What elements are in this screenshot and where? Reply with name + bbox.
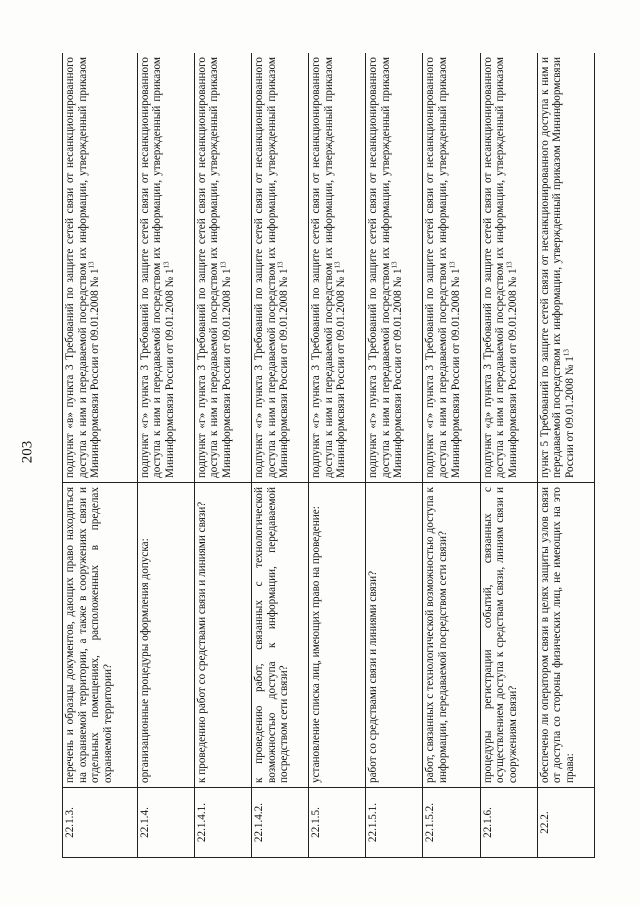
table-body — [63, 53, 595, 858]
item-number: 22.1.4. — [137, 788, 194, 858]
item-reference — [137, 53, 194, 483]
table-row — [480, 53, 537, 858]
item-number: 22.1.4.2. — [252, 788, 309, 858]
item-reference — [309, 53, 366, 483]
item-question: организационные процедуры оформления допуска: — [137, 483, 194, 788]
footnote-marker: 13 — [504, 261, 513, 269]
document-table-frame — [62, 53, 595, 858]
footnote-marker: 13 — [390, 261, 399, 269]
page-number: 203 — [19, 440, 36, 464]
item-number: 22.2. — [537, 788, 594, 858]
footnote-marker: 13 — [562, 349, 571, 357]
reference-text: подпункт «г» пункта 3 Требований по защите сетей связи от несанкционированного доступа к ним и передаваемой посредством их информации, утвержденный приказом Мининформсвязи России от 09.01.2008 № 1 — [138, 57, 176, 478]
reference-text: пункт 5 Требований по защите сетей связи от несанкционированного доступа к ним и передаваемой посредством их информации, утвержденный приказом Мининформсвязи России от 09.01.2008 № 1 — [538, 57, 576, 478]
item-question: процедуры регистрации событий, связанных с осуществлением доступа к средствам связи, линиям связи и сооружениям связи? — [480, 483, 537, 788]
table-row — [309, 53, 366, 858]
item-reference — [537, 53, 594, 483]
item-number: 22.1.5.1. — [366, 788, 423, 858]
footnote-marker: 13 — [87, 261, 96, 269]
item-number: 22.1.4.1. — [194, 788, 251, 858]
footnote-marker: 13 — [447, 261, 456, 269]
item-question: перечень и образцы документов, дающих право находиться на охраняемой территории, а также в сооружениях связи и отдельных помещениях, расположенных в пределах охраняемой территории? — [63, 483, 138, 788]
item-question: работ со средствами связи и линиями связи? — [366, 483, 423, 788]
footnote-marker: 13 — [162, 261, 171, 269]
rotated-table-container — [62, 53, 595, 858]
reference-text: подпункт «г» пункта 3 Требований по защите сетей связи от несанкционированного доступа к ним и передаваемой посредством их информации, утвержденный приказом Мининформсвязи России от 09.01.2008 № 1 — [367, 57, 405, 478]
item-reference — [194, 53, 251, 483]
item-question: обеспечено ли оператором связи в целях защиты узлов связи от доступа со стороны физических лиц, не имеющих на это права: — [537, 483, 594, 788]
table-row — [366, 53, 423, 858]
reference-text: подпункт «д» пункта 3 Требований по защите сетей связи от несанкционированного доступа к ним и передаваемой посредством их информации, утвержденный приказом Мининформсвязи России от 09.01.2008 № 1 — [481, 57, 519, 478]
item-reference — [63, 53, 138, 483]
table-row — [63, 53, 138, 858]
item-reference — [480, 53, 537, 483]
reference-text: подпункт «в» пункта 3 Требований по защите сетей связи от несанкционированного доступа к ним и передаваемой посредством их информации, утвержденный приказом Мининформсвязи России от 09.01.2008 № 1 — [64, 57, 102, 478]
item-question: к проведению работ, связанных с технологической возможностью доступа к информации, передаваемой посредством сети связи? — [252, 483, 309, 788]
reference-text: подпункт «г» пункта 3 Требований по защите сетей связи от несанкционированного доступа к ним и передаваемой посредством их информации, утвержденный приказом Мининформсвязи России от 09.01.2008 № 1 — [253, 57, 291, 478]
item-reference — [366, 53, 423, 483]
table-row — [537, 53, 594, 858]
item-reference — [423, 53, 480, 483]
item-question: к проведению работ со средствами связи и линиями связи? — [194, 483, 251, 788]
item-number: 22.1.3. — [63, 788, 138, 858]
reference-text: подпункт «г» пункта 3 Требований по защите сетей связи от несанкционированного доступа к ним и передаваемой посредством их информации, утвержденный приказом Мининформсвязи России от 09.01.2008 № 1 — [310, 57, 348, 478]
table-row — [252, 53, 309, 858]
footnote-marker: 13 — [276, 261, 285, 269]
table-row — [194, 53, 251, 858]
footnote-marker: 13 — [219, 261, 228, 269]
item-number: 22.1.5.2. — [423, 788, 480, 858]
reference-text: подпункт «г» пункта 3 Требований по защите сетей связи от несанкционированного доступа к ним и передаваемой посредством их информации, утвержденный приказом Мининформсвязи России от 09.01.2008 № 1 — [424, 57, 462, 478]
item-question: установление списка лиц, имеющих право на проведение: — [309, 483, 366, 788]
item-question: работ, связанных с технологической возможностью доступа к информации, передаваемой посредством сети связи? — [423, 483, 480, 788]
footnote-marker: 13 — [333, 261, 342, 269]
item-reference — [252, 53, 309, 483]
reference-text: подпункт «г» пункта 3 Требований по защите сетей связи от несанкционированного доступа к ним и передаваемой посредством их информации, утвержденный приказом Мининформсвязи России от 09.01.2008 № 1 — [195, 57, 234, 478]
item-number: 22.1.6. — [480, 788, 537, 858]
item-number: 22.1.5. — [309, 788, 366, 858]
requirements-table — [62, 53, 595, 858]
table-row — [137, 53, 194, 858]
table-row — [423, 53, 480, 858]
